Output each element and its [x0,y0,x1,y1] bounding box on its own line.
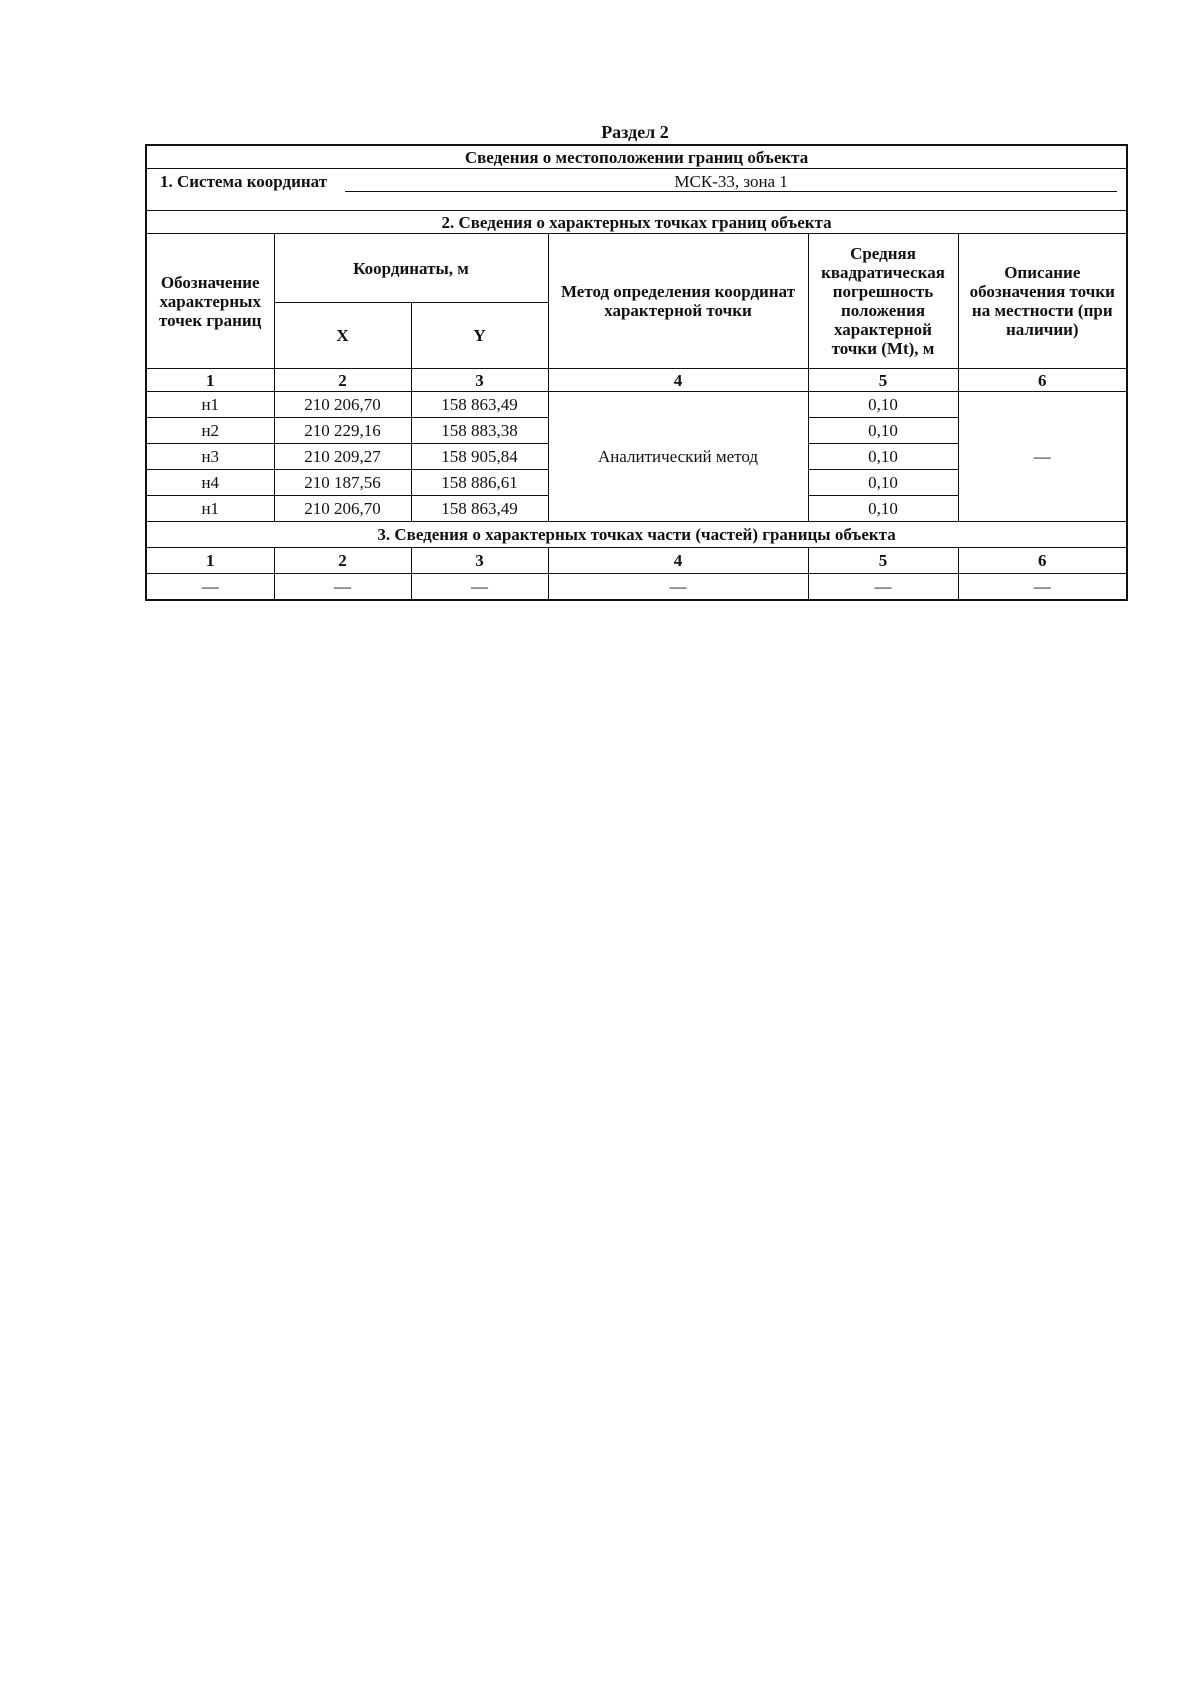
column-number: 4 [548,369,808,392]
part3-empty-row [146,574,1127,601]
section-title: Раздел 2 [601,122,669,142]
empty-cell: — [958,574,1127,601]
column-number: 1 [146,369,274,392]
column-number: 2 [274,548,411,574]
table-row [146,392,1127,418]
point-method: Аналитический метод [548,392,808,522]
header-designation: Обозначение характерных точек границ [146,234,274,369]
point-accuracy: 0,10 [808,418,958,444]
header-x: X [274,303,411,369]
point-accuracy: 0,10 [808,470,958,496]
part2-title: 2. Сведения о характерных точках границ объекта [146,211,1127,234]
point-accuracy: 0,10 [808,496,958,522]
column-number: 2 [274,369,411,392]
header-method: Метод определения координат характерной точки [548,234,808,369]
header-description: Описание обозначения точки на местности (при наличии) [958,234,1127,369]
column-number: 3 [411,369,548,392]
empty-cell: — [548,574,808,601]
part3-column-numbers-row [146,548,1127,574]
point-designation: н1 [146,496,274,522]
coord-system-label: 1. Система координат [159,172,328,191]
table-title: Сведения о местоположении границ объекта [146,145,1127,169]
column-number: 1 [146,548,274,574]
column-number: 6 [958,369,1127,392]
column-number: 4 [548,548,808,574]
point-designation: н3 [146,444,274,470]
point-description: — [958,392,1127,522]
coord-system-cell [146,169,1127,211]
point-y: 158 886,61 [411,470,548,496]
empty-cell: — [808,574,958,601]
table-title-row [146,145,1127,169]
point-y: 158 905,84 [411,444,548,470]
point-accuracy: 0,10 [808,392,958,418]
point-designation: н1 [146,392,274,418]
part2-column-numbers-row [146,369,1127,392]
point-x: 210 187,56 [274,470,411,496]
header-accuracy: Средняя квадратическая погрешность положения характерной точки (Mt), м [808,234,958,369]
point-y: 158 863,49 [411,496,548,522]
point-y: 158 883,38 [411,418,548,444]
column-number: 6 [958,548,1127,574]
header-row-1 [146,234,1127,303]
part2-title-row [146,211,1127,234]
point-x: 210 206,70 [274,496,411,522]
part3-title: 3. Сведения о характерных точках части (частей) границы объекта [146,522,1127,548]
coord-system-value: МСК-33, зона 1 [345,172,1117,192]
column-number: 5 [808,548,958,574]
column-number: 3 [411,548,548,574]
point-x: 210 209,27 [274,444,411,470]
point-y: 158 863,49 [411,392,548,418]
header-coordinates: Координаты, м [274,234,548,303]
empty-cell: — [411,574,548,601]
part3-title-row [146,522,1127,548]
boundary-table [145,144,1128,601]
point-designation: н4 [146,470,274,496]
empty-cell: — [146,574,274,601]
point-designation: н2 [146,418,274,444]
point-x: 210 206,70 [274,392,411,418]
point-accuracy: 0,10 [808,444,958,470]
header-y: Y [411,303,548,369]
coord-system-row [146,169,1127,211]
empty-cell: — [274,574,411,601]
column-number: 5 [808,369,958,392]
point-x: 210 229,16 [274,418,411,444]
